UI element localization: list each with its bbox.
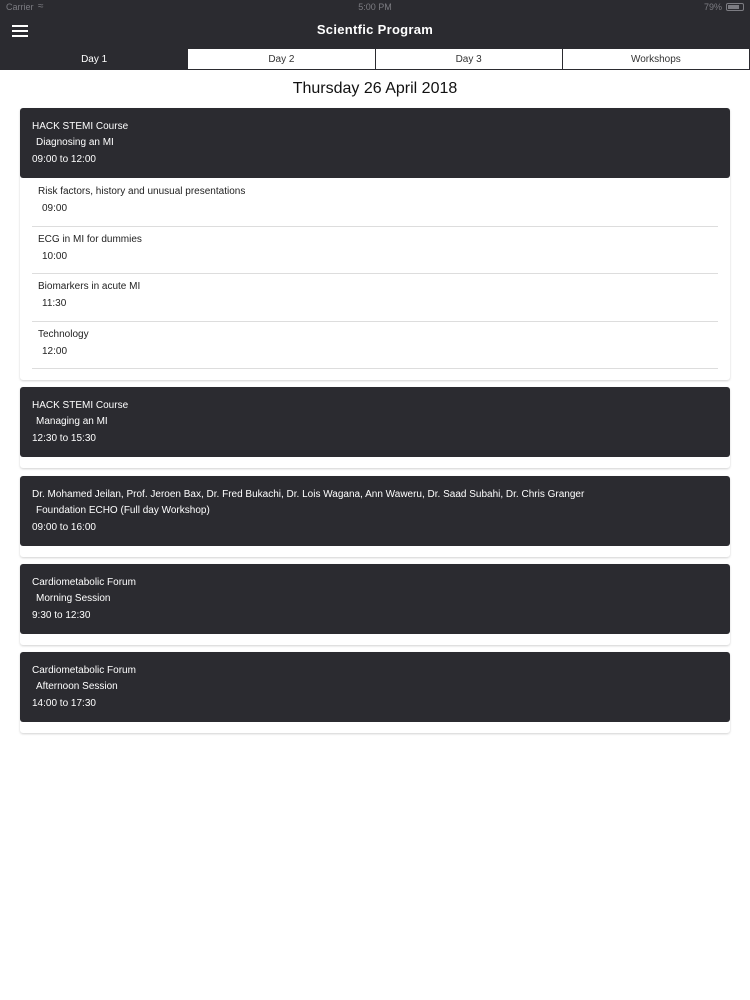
session-time: 09:00 to 12:00 (32, 154, 96, 165)
talk-list (20, 178, 730, 380)
collapsed-talk-strip (20, 546, 730, 557)
date-heading: Thursday 26 April 2018 (292, 80, 458, 97)
session-speaker: Cardiometabolic Forum (32, 665, 136, 676)
talk-time: 09:00 (42, 203, 68, 214)
collapsed-talk-strip (20, 634, 730, 645)
session-title: Managing an MI (36, 416, 108, 427)
session-time: 14:00 to 17:30 (32, 698, 96, 709)
talk-title: ECG in MI for dummies (38, 233, 142, 245)
session-card (20, 387, 730, 468)
session-title: Afternoon Session (36, 681, 118, 692)
talk-time: 12:00 (42, 345, 68, 357)
talk-item[interactable] (32, 274, 718, 322)
talk-title: Biomarkers in acute MI (38, 281, 141, 292)
session-speaker: Cardiometabolic Forum (32, 577, 136, 588)
tab-day-3[interactable]: Day 3 (376, 48, 563, 70)
talk-time: 11:30 (42, 298, 67, 309)
tab-day-2[interactable]: Day 2 (188, 48, 375, 70)
session-header[interactable] (20, 387, 730, 457)
session-time: 09:00 to 16:00 (32, 522, 96, 533)
session-time: 9:30 to 12:30 (32, 610, 91, 621)
talk-time: 10:00 (42, 250, 68, 262)
session-speaker: HACK STEMI Course (32, 400, 129, 411)
talk-item[interactable] (32, 227, 718, 275)
session-title: Morning Session (36, 593, 111, 604)
talk-item[interactable] (32, 179, 718, 227)
wifi-icon: ≈ (38, 1, 44, 12)
collapsed-talk-strip (20, 722, 730, 733)
session-header[interactable] (20, 108, 730, 178)
talk-item[interactable] (32, 322, 718, 370)
session-title: Foundation ECHO (Full day Workshop) (36, 505, 210, 516)
carrier-label: Carrier (6, 2, 34, 12)
day-tabs (0, 47, 750, 70)
battery-percent: 79% (703, 2, 722, 12)
session-card (20, 652, 730, 733)
talk-title: Technology (38, 328, 89, 340)
session-title: Diagnosing an MI (36, 137, 114, 148)
talk-title: Risk factors, history and unusual presentations (38, 186, 246, 197)
session-card (20, 564, 730, 645)
session-speaker: HACK STEMI Course (32, 121, 129, 132)
session-speaker: Dr. Mohamed Jeilan, Prof. Jeroen Bax, Dr. Fred Bukachi, Dr. Lois Wagana, Ann Waweru, Dr. Saad Subahi, Dr. Chris Granger (32, 489, 585, 500)
session-time: 12:30 to 15:30 (32, 433, 96, 444)
session-card (20, 476, 730, 557)
battery-icon (726, 3, 744, 11)
collapsed-talk-strip (20, 457, 730, 468)
session-header[interactable] (20, 564, 730, 634)
status-bar (0, 0, 750, 14)
status-time: 5:00 PM (358, 2, 392, 12)
session-header[interactable] (20, 652, 730, 722)
tab-day-1[interactable]: Day 1 (0, 48, 188, 70)
page-title: Scientfic Program (316, 22, 434, 37)
session-header[interactable] (20, 476, 730, 546)
tab-workshops[interactable]: Workshops (563, 48, 750, 70)
session-card (20, 108, 730, 380)
